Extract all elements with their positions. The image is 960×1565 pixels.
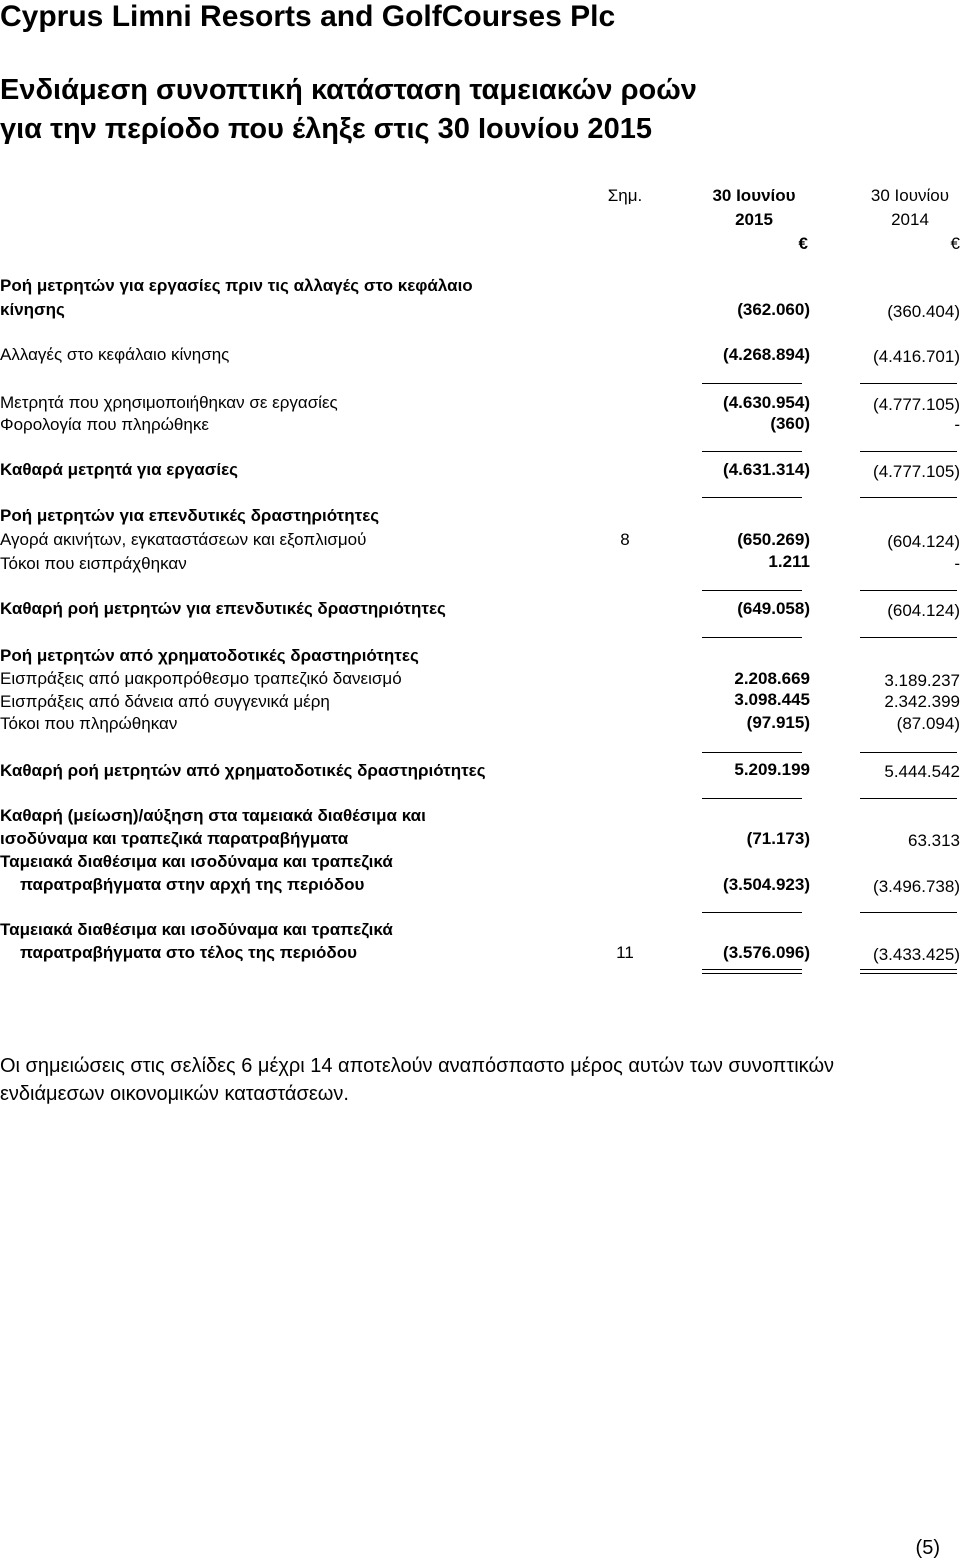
col-2014-header: 30 Ιουνίου xyxy=(870,186,950,205)
col-2014-currency: € xyxy=(950,234,960,253)
row-label: Τόκοι που εισπράχθηκαν xyxy=(0,554,187,573)
row-label: Τόκοι που πληρώθηκαν xyxy=(0,714,178,733)
subtotal-line xyxy=(860,497,957,498)
subtotal-line xyxy=(702,497,802,498)
value-2014: - xyxy=(954,554,960,573)
row-label: κίνησης xyxy=(0,300,65,319)
value-2015: 5.209.199 xyxy=(734,760,810,779)
value-2014: 2.342.399 xyxy=(884,692,960,711)
value-2014: 63.313 xyxy=(908,831,960,850)
value-2015: 1.211 xyxy=(768,552,810,571)
row-label: Φορολογία που πληρώθηκε xyxy=(0,415,209,434)
value-2015: (362.060) xyxy=(737,300,810,319)
subtotal-line xyxy=(860,752,957,753)
value-2014: (3.433.425) xyxy=(873,945,960,964)
subtotal-line xyxy=(702,590,802,591)
row-label: Καθαρά μετρητά για εργασίες xyxy=(0,460,239,479)
row-label: Εισπράξεις από μακροπρόθεσμο τραπεζικό δανεισμό xyxy=(0,669,402,688)
note-column-header: Σημ. xyxy=(607,186,643,205)
total-double-line xyxy=(860,969,957,974)
row-label: παρατραβήγματα στο τέλος της περιόδου xyxy=(20,943,358,962)
footnote: Οι σημειώσεις στις σελίδες 6 μέχρι 14 αποτελούν αναπόσπαστο μέρος αυτών των συνοπτικών ενδιάμεσων οικονομικών καταστάσεων. xyxy=(0,1055,835,1105)
subtotal-line xyxy=(860,590,957,591)
note-ref: 8 xyxy=(620,530,630,549)
value-2014: 3.189.237 xyxy=(884,671,960,690)
value-2014: (87.094) xyxy=(896,714,960,733)
subtotal-line xyxy=(702,798,802,799)
row-label: Μετρητά που χρησιμοποιήθηκαν σε εργασίες xyxy=(0,393,338,412)
row-label: ισοδύναμα και τραπεζικά παρατραβήγματα xyxy=(0,829,349,848)
value-2015: (71.173) xyxy=(746,829,810,848)
row-label: Καθαρή (μείωση)/αύξηση στα ταμειακά διαθέσιμα και xyxy=(0,806,426,825)
row-label: Ροή μετρητών για εργασίες πριν τις αλλαγές στο κεφάλαιο xyxy=(0,276,473,295)
value-2014: - xyxy=(954,415,960,434)
value-2014: (3.496.738) xyxy=(873,877,960,896)
section-heading: Ροή μετρητών από χρηματοδοτικές δραστηριότητες xyxy=(0,646,419,665)
value-2014: (4.777.105) xyxy=(873,462,960,481)
value-2015: (649.058) xyxy=(737,599,810,618)
subtotal-line xyxy=(702,637,802,638)
row-label: Καθαρή ροή μετρητών από χρηματοδοτικές δραστηριότητες xyxy=(0,761,486,780)
subtotal-line xyxy=(860,637,957,638)
subtotal-line xyxy=(702,451,802,452)
value-2015: (4.630.954) xyxy=(723,393,810,412)
value-2015: (360) xyxy=(770,414,810,433)
subtotal-line xyxy=(702,752,802,753)
statement-title: Ενδιάμεση συνοπτική κατάσταση ταμειακών ροών xyxy=(0,74,697,106)
value-2015: (4.631.314) xyxy=(723,460,810,479)
subtotal-line xyxy=(702,912,802,913)
value-2015: 2.208.669 xyxy=(734,669,810,688)
value-2015: 3.098.445 xyxy=(734,690,810,709)
statement-period: για την περίοδο που έληξε στις 30 Ιουνίου 2015 xyxy=(0,113,652,145)
value-2014: (4.777.105) xyxy=(873,395,960,414)
section-heading: Ροή μετρητών για επενδυτικές δραστηριότητες xyxy=(0,506,380,525)
row-label: Αγορά ακινήτων, εγκαταστάσεων και εξοπλισμού xyxy=(0,530,367,549)
col-2015-currency: € xyxy=(798,234,808,253)
subtotal-line xyxy=(860,798,957,799)
value-2014: (604.124) xyxy=(887,532,960,551)
total-double-line xyxy=(702,969,802,974)
row-label: Αλλαγές στο κεφάλαιο κίνησης xyxy=(0,345,230,364)
note-ref: 11 xyxy=(616,943,634,962)
value-2014: 5.444.542 xyxy=(884,762,960,781)
subtotal-line xyxy=(860,383,957,384)
row-label: Καθαρή ροή μετρητών για επενδυτικές δραστηριότητες xyxy=(0,599,446,618)
col-2015-header: 30 Ιουνίου xyxy=(712,186,796,205)
row-label: Ταμειακά διαθέσιμα και ισοδύναμα και τραπεζικά xyxy=(0,920,393,939)
row-label: Ταμειακά διαθέσιμα και ισοδύναμα και τραπεζικά xyxy=(0,852,393,871)
col-2015-year: 2015 xyxy=(735,210,773,229)
subtotal-line xyxy=(860,912,957,913)
company-name: Cyprus Limni Resorts and GolfCourses Plc xyxy=(0,0,616,33)
row-label: Εισπράξεις από δάνεια από συγγενικά μέρη xyxy=(0,692,330,711)
row-label: παρατραβήγματα στην αρχή της περιόδου xyxy=(20,875,365,894)
value-2015: (650.269) xyxy=(737,530,810,549)
subtotal-line xyxy=(702,383,802,384)
value-2015: (3.576.096) xyxy=(723,943,810,962)
value-2015: (3.504.923) xyxy=(723,875,810,894)
value-2014: (4.416.701) xyxy=(873,347,960,366)
col-2014-year: 2014 xyxy=(891,210,929,229)
value-2015: (4.268.894) xyxy=(723,345,810,364)
page-number: (5) xyxy=(915,1537,940,1559)
value-2014: (604.124) xyxy=(887,601,960,620)
value-2015: (97.915) xyxy=(746,713,810,732)
value-2014: (360.404) xyxy=(887,302,960,321)
subtotal-line xyxy=(860,451,957,452)
